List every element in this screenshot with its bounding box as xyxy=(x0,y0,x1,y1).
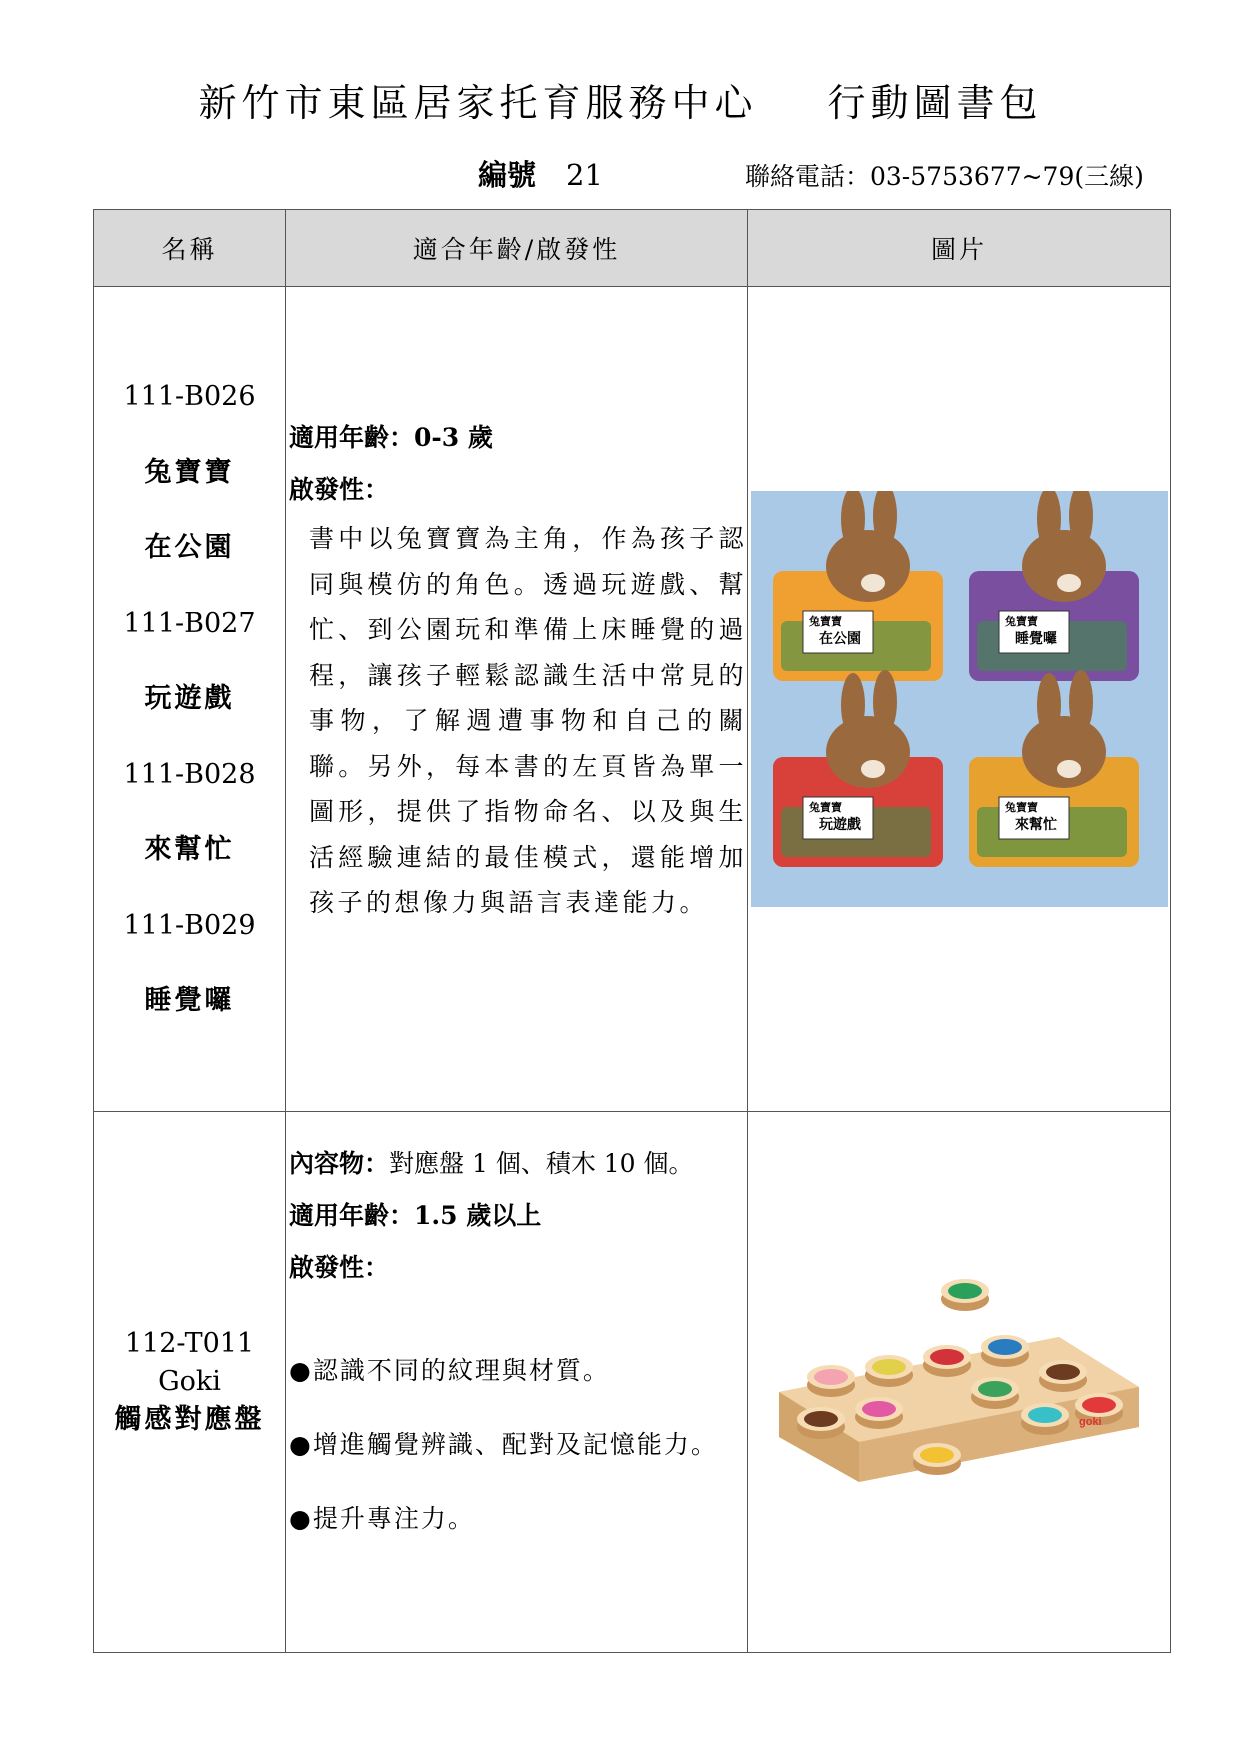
content-value: 對應盤 1 個、積木 10 個。 xyxy=(389,1149,694,1178)
description-cell xyxy=(286,287,748,1112)
cover-series: 兔寶寶 xyxy=(808,615,842,628)
item-title: 觸感對應盤 xyxy=(114,1404,265,1435)
phone-number: 聯絡電話：03-5753677~79(三線) xyxy=(745,162,1144,191)
item-code: 111-B029 xyxy=(123,909,256,941)
cover-title: 來幫忙 xyxy=(1014,817,1057,833)
texture-disc xyxy=(797,1407,845,1439)
org-name: 新竹市東區居家托育服務中心 xyxy=(198,81,758,125)
name-cell xyxy=(94,287,286,1112)
tactile-board-photo xyxy=(769,1277,1149,1487)
texture-disc xyxy=(855,1397,903,1429)
item-title: 來幫忙 xyxy=(144,834,235,866)
cover-title: 玩遊戲 xyxy=(818,817,861,833)
item-brand: Goki xyxy=(158,1366,221,1397)
header-age: 適合年齡/啟發性 xyxy=(286,210,748,287)
inspiration-label: 啟發性： xyxy=(289,1253,390,1282)
number-value: 21 xyxy=(566,158,603,192)
texture-disc xyxy=(981,1335,1029,1367)
texture-disc xyxy=(865,1355,913,1387)
meta-line xyxy=(0,153,1241,193)
program-name: 行動圖書包 xyxy=(827,81,1043,125)
brand-mark: goki xyxy=(1079,1416,1102,1428)
bullet-item: ●提升專注力。 xyxy=(289,1504,475,1533)
bullet-item: ●增進觸覺辨識、配對及記憶能力。 xyxy=(289,1430,718,1459)
item-code: 111-B026 xyxy=(123,381,256,413)
inspiration-label: 啟發性： xyxy=(289,475,390,505)
texture-disc xyxy=(1021,1403,1069,1435)
texture-disc xyxy=(807,1365,855,1397)
name-cell xyxy=(94,1112,286,1653)
book-covers-photo xyxy=(751,491,1168,907)
texture-disc xyxy=(923,1345,971,1377)
header-name: 名稱 xyxy=(94,210,286,287)
texture-disc xyxy=(913,1443,961,1475)
texture-disc xyxy=(941,1279,989,1311)
item-title: 睡覺囉 xyxy=(144,985,235,1017)
item-code: 112-T011 xyxy=(124,1328,255,1359)
header-picture: 圖片 xyxy=(748,210,1171,287)
table-row xyxy=(94,1112,1171,1653)
cover-series: 兔寶寶 xyxy=(808,801,842,814)
texture-disc xyxy=(971,1377,1019,1409)
number-label: 編號 xyxy=(478,158,537,192)
age-label: 適用年齡： xyxy=(289,423,415,453)
item-series: 兔寶寶 xyxy=(144,456,235,488)
bullet-item: ●認識不同的紋理與材質。 xyxy=(289,1356,610,1385)
age-label: 適用年齡： xyxy=(289,1201,415,1230)
item-code: 111-B027 xyxy=(123,607,256,639)
document-title xyxy=(0,72,1241,127)
cover-title: 在公園 xyxy=(818,631,861,647)
item-title: 在公園 xyxy=(144,532,235,564)
age-value: 1.5 歲以上 xyxy=(414,1201,542,1230)
table-header-row xyxy=(94,210,1171,287)
age-value: 0-3 歲 xyxy=(414,423,493,453)
picture-cell xyxy=(748,1112,1171,1653)
item-title: 玩遊戲 xyxy=(144,683,235,715)
number-label-wrap xyxy=(478,153,603,194)
cover-series: 兔寶寶 xyxy=(1004,801,1038,814)
description-cell xyxy=(286,1112,748,1653)
table-row xyxy=(94,287,1171,1112)
cover-series: 兔寶寶 xyxy=(1004,615,1038,628)
picture-cell xyxy=(748,287,1171,1112)
cover-title: 睡覺囉 xyxy=(1014,631,1057,647)
book-table xyxy=(93,209,1171,1653)
texture-disc xyxy=(1039,1360,1087,1392)
content-label: 內容物： xyxy=(289,1149,390,1178)
description-text: 書中以兔寶寶為主角，作為孩子認同與模仿的角色。透過玩遊戲、幫忙、到公園玩和準備上床睡覺的過程，讓孩子輕鬆認識生活中常見的事物，了解週遭事物和自己的關聯。另外，每本書的左頁皆為單一圖形，提供了指物命名、以及與生活經驗連結的最佳模式，還能增加孩子的想像力與語言表達能力。 xyxy=(309,524,747,918)
item-code: 111-B028 xyxy=(123,758,256,790)
